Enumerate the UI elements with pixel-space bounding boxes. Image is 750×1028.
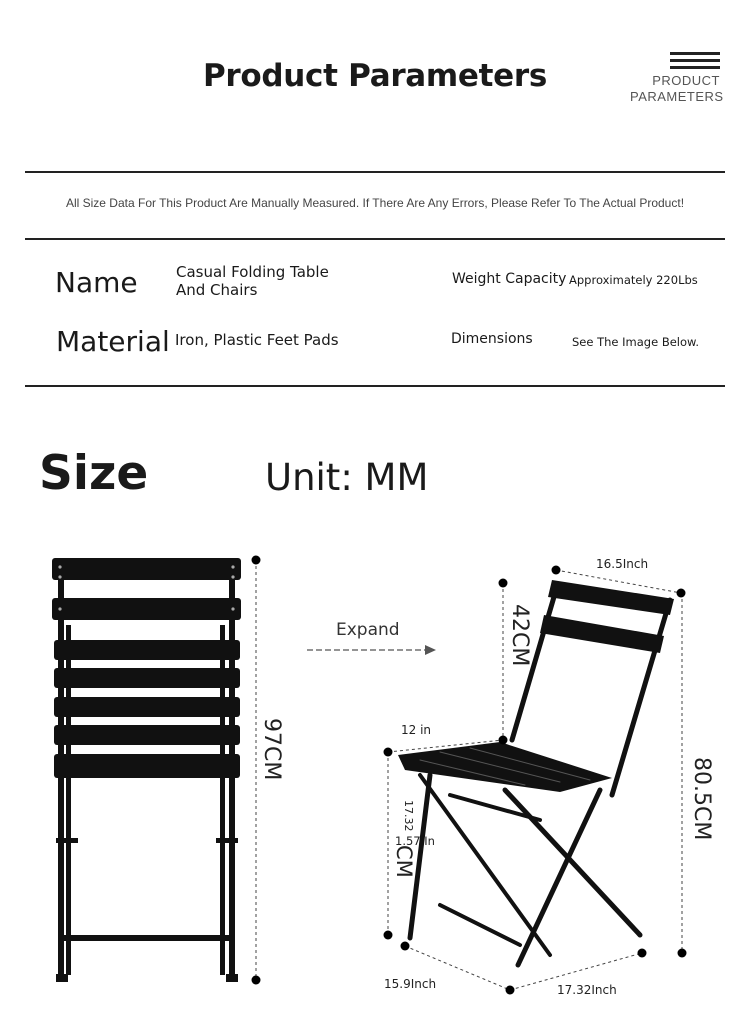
dimensions-label: Dimensions (451, 331, 533, 347)
dimensions-value: See The Image Below. (572, 335, 700, 349)
weight-value: Approximately 220Lbs (569, 273, 698, 287)
unit-label: Unit: MM (265, 456, 429, 499)
material-value: Iron, Plastic Feet Pads (175, 331, 339, 349)
folded-chair-image (52, 558, 241, 982)
name-label: Name (55, 266, 138, 299)
total-height-label: 80.5CM (689, 757, 714, 841)
expand-arrow-icon (307, 645, 436, 655)
expand-label: Expand (336, 620, 400, 640)
base-right-label: 17.32Inch (557, 983, 617, 997)
open-chair-image (398, 580, 674, 965)
weight-label: Weight Capacity (452, 271, 567, 287)
folded-height-label: 97CM (259, 718, 284, 781)
back-width-label: 16.5Inch (596, 557, 649, 571)
measurement-notice: All Size Data For This Product Are Manually Measured. If There Are Any Errors, Please Refer To The Actual Product! (65, 196, 685, 210)
size-title: Size (39, 446, 149, 501)
corner-text-line2: PARAMETERS (630, 89, 724, 104)
back-height-label: 42CM (507, 604, 532, 667)
corner-text-line1: PRODUCT (652, 73, 720, 88)
page-title: Product Parameters (202, 58, 548, 94)
name-value-line2: And Chairs (176, 281, 258, 299)
seat-height-inch-label: 1.57 In (395, 834, 435, 848)
material-label: Material (56, 325, 170, 358)
base-left-label: 15.9Inch (384, 977, 437, 991)
seat-height-value: 17.32 (402, 800, 415, 832)
seat-height-cm-label: CM (392, 845, 416, 878)
seat-depth-label: 12 in (401, 723, 432, 737)
name-value-line1: Casual Folding Table (176, 263, 329, 281)
